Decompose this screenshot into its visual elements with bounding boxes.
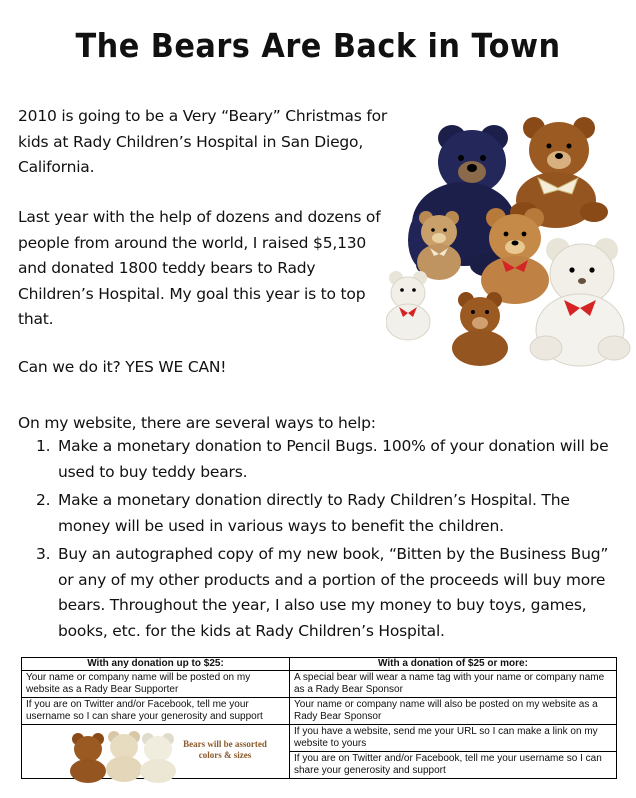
list-number: 2. [36,491,51,509]
ways-list [36,434,616,647]
assorted-caption: Bears will be assorted colors & sizes [183,739,267,760]
teddy-bears-image [386,100,632,370]
small-brown-bear-icon [452,292,508,366]
list-text: Make a monetary donation to Pencil Bugs. 100% of your donation will be used to buy teddy bears. [58,437,609,481]
table-cell: A special bear will wear a name tag with your name or company name as a Rady Bear Sponsor [290,671,617,698]
white-bear-icon [530,238,630,366]
can-we-paragraph: Can we do it? YES WE CAN! [18,358,227,376]
small-white-bear-icon [386,271,430,340]
intro-paragraph: 2010 is going to be a Very “Beary” Christmas for kids at Rady Children’s Hospital in San Diego, California. [18,107,388,176]
ways-intro: On my website, there are several ways to help: [18,414,376,432]
list-item [36,434,616,485]
last-year-paragraph: Last year with the help of dozens and dozens of people from around the world, I raised $5,130 and donated 1800 teddy bears to Rady Children’s Hospital. My goal this year is to top that. [18,208,381,328]
table-cell: Your name or company name will be posted on my website as a Rady Bear Supporter [22,671,290,698]
list-item [36,488,616,539]
list-text: Buy an autographed copy of my new book, “Bitten by the Business Bug” or any of my other products and a portion of the proceeds will buy more bears. Throughout the year, I also use my money to buy toys, games, books, etc. for the kids at Rady Children’s Hospital. [58,545,609,640]
brown-bear-icon [510,117,608,228]
list-number: 1. [36,437,51,455]
table-cell: If you have a website, send me your URL so I can make a link on my website to yours [290,725,617,752]
list-number: 3. [36,545,51,563]
table-cell: If you are on Twitter and/or Facebook, tell me your username so I can share your generosity and support [290,752,617,779]
bears-image-cell [22,725,290,779]
table-cell: If you are on Twitter and/or Facebook, tell me your username so I can share your generosity and support [22,698,290,725]
donation-table [21,657,617,779]
list-item [36,542,616,644]
header-25-or-more: With a donation of $25 or more: [290,658,617,671]
list-text: Make a monetary donation directly to Rady Children’s Hospital. The money will be used in various ways to benefit the children. [58,491,570,535]
header-under-25: With any donation up to $25: [22,658,290,671]
page-title: The Bears Are Back in Town [75,26,561,65]
table-cell: Your name or company name will also be posted on my website as a Rady Bear Sponsor [290,698,617,725]
